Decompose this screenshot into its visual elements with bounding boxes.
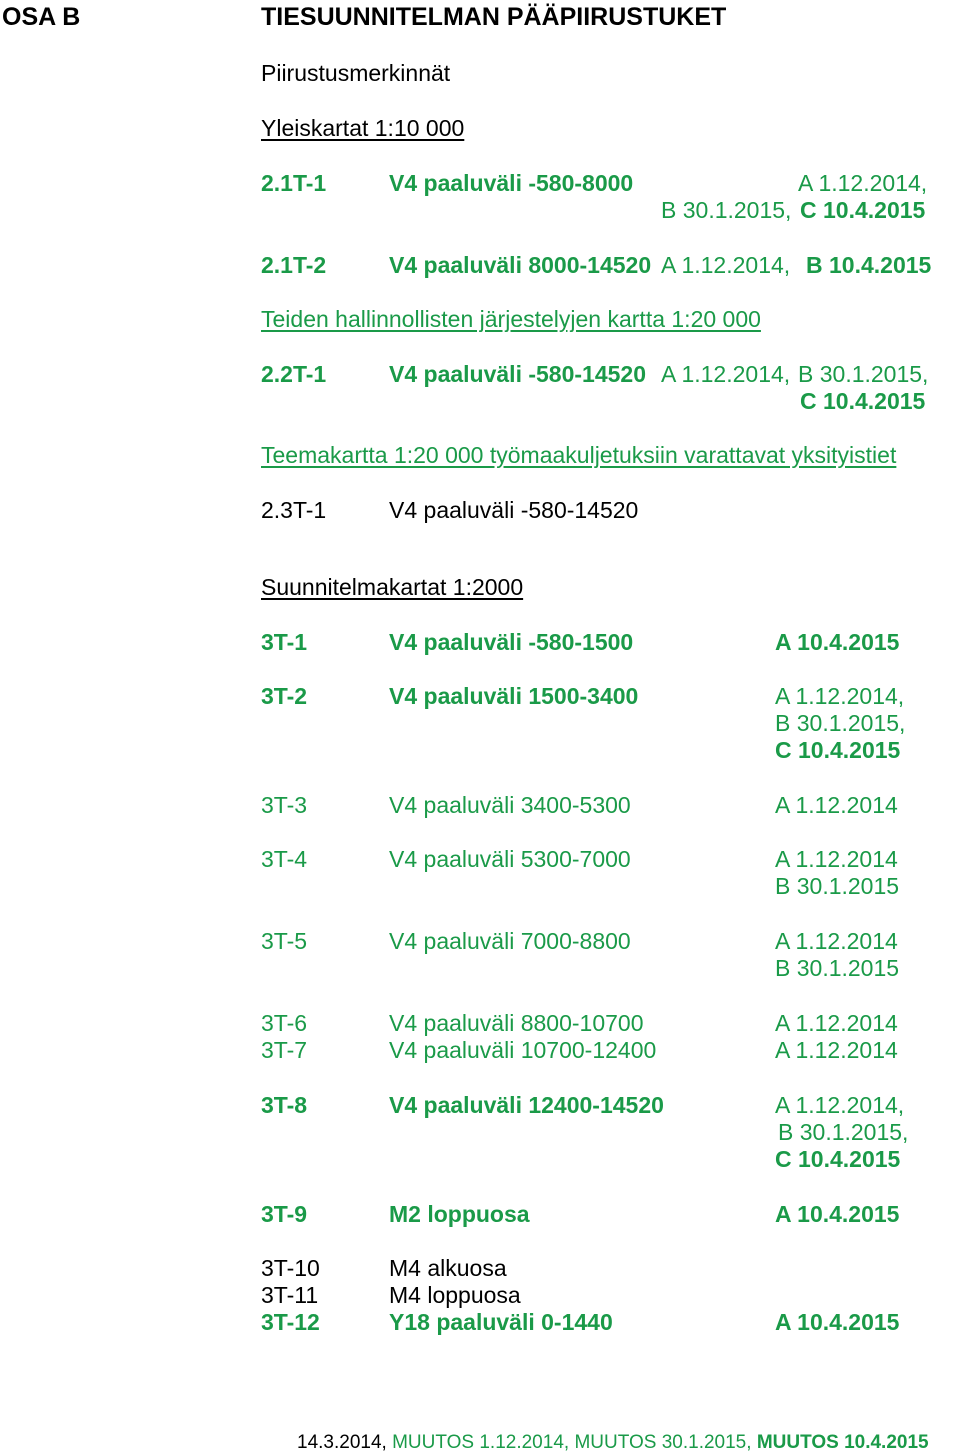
revision: A 1.12.2014 [775,792,898,818]
revision: C 10.4.2015 [775,1146,901,1172]
drawing-code: 3T-12 [261,1309,320,1335]
drawing-desc: V4 paaluväli 7000-8800 [389,928,631,954]
revision: A 1.12.2014, [775,1092,905,1118]
drawing-code: 2.2T-1 [261,361,327,387]
drawing-desc: V4 paaluväli -580-14520 [389,497,639,523]
drawing-desc: V4 paaluväli -580-1500 [389,629,634,655]
revision-a: A 1.12.2014, [661,361,791,387]
drawing-desc: M2 loppuosa [389,1201,530,1227]
section-label: OSA B [2,3,81,31]
hallinnolliset-heading: Teiden hallinnollisten järjestelyjen kartta 1:20 000 [261,306,761,332]
drawing-code: 3T-3 [261,792,308,818]
drawing-code: 3T-4 [261,846,308,872]
revision-b: B 10.4.2015 [806,252,932,278]
drawing-desc: V4 paaluväli -580-14520 [389,361,646,387]
footer-date: 14.3.2014, [297,1432,387,1453]
drawing-code: 2.1T-1 [261,170,327,196]
drawing-code: 3T-11 [261,1282,319,1308]
revision: A 1.12.2014 [775,846,898,872]
drawing-code: 3T-7 [261,1037,308,1063]
revision-c: C 10.4.2015 [800,388,926,414]
drawing-code: 3T-2 [261,683,308,709]
revision-c: C 10.4.2015 [800,197,926,223]
revision-a: A 1.12.2014, [798,170,928,196]
yleiskartat-heading: Yleiskartat 1:10 000 [261,115,465,141]
drawing-code: 3T-10 [261,1255,320,1281]
revision: A 1.12.2014 [775,1037,898,1063]
drawing-desc: V4 paaluväli 8800-10700 [389,1010,644,1036]
drawing-code: 2.1T-2 [261,252,327,278]
drawing-code: 3T-8 [261,1092,308,1118]
page-title: TIESUUNNITELMAN PÄÄPIIRUSTUKET [261,3,727,31]
revision: A 1.12.2014 [775,1010,898,1036]
footer-muutos-3: MUUTOS 10.4.2015 [756,1432,929,1453]
drawing-code: 3T-9 [261,1201,308,1227]
revision: A 1.12.2014 [775,928,898,954]
drawing-code: 3T-5 [261,928,308,954]
footer-revisions [297,1433,929,1452]
revision: A 10.4.2015 [775,1309,900,1335]
footer-muutos-2: MUUTOS 30.1.2015, [574,1432,752,1453]
drawing-desc: Y18 paaluväli 0-1440 [389,1309,613,1335]
revision: B 30.1.2015, [778,1119,909,1145]
drawing-code: 2.3T-1 [261,497,327,523]
drawing-desc: V4 paaluväli 5300-7000 [389,846,631,872]
drawing-desc: V4 paaluväli 10700-12400 [389,1037,657,1063]
drawing-desc: V4 paaluväli 12400-14520 [389,1092,664,1118]
revision-b: B 30.1.2015, [798,361,929,387]
drawing-code: 3T-1 [261,629,308,655]
revision-b: B 30.1.2015, [661,197,792,223]
revision-a: A 1.12.2014, [661,252,791,278]
teemakartta-heading: Teemakartta 1:20 000 työmaakuljetuksiin varattavat yksityistiet [261,442,897,468]
revision: B 30.1.2015 [775,955,900,981]
drawing-desc: M4 alkuosa [389,1255,507,1281]
drawing-code: 3T-6 [261,1010,308,1036]
drawing-desc: V4 paaluväli 8000-14520 [389,252,652,278]
footer-muutos-1: MUUTOS 1.12.2014, [392,1432,570,1453]
legend-heading: Piirustusmerkinnät [261,60,451,86]
revision: A 10.4.2015 [775,629,900,655]
drawing-desc: V4 paaluväli -580-8000 [389,170,634,196]
drawing-desc: V4 paaluväli 3400-5300 [389,792,631,818]
suunnitelmakartat-heading: Suunnitelmakartat 1:2000 [261,574,524,600]
revision: B 30.1.2015 [775,873,900,899]
revision: C 10.4.2015 [775,737,901,763]
drawing-desc: V4 paaluväli 1500-3400 [389,683,639,709]
revision: B 30.1.2015, [775,710,906,736]
drawing-desc: M4 loppuosa [389,1282,521,1308]
revision: A 10.4.2015 [775,1201,900,1227]
revision: A 1.12.2014, [775,683,905,709]
